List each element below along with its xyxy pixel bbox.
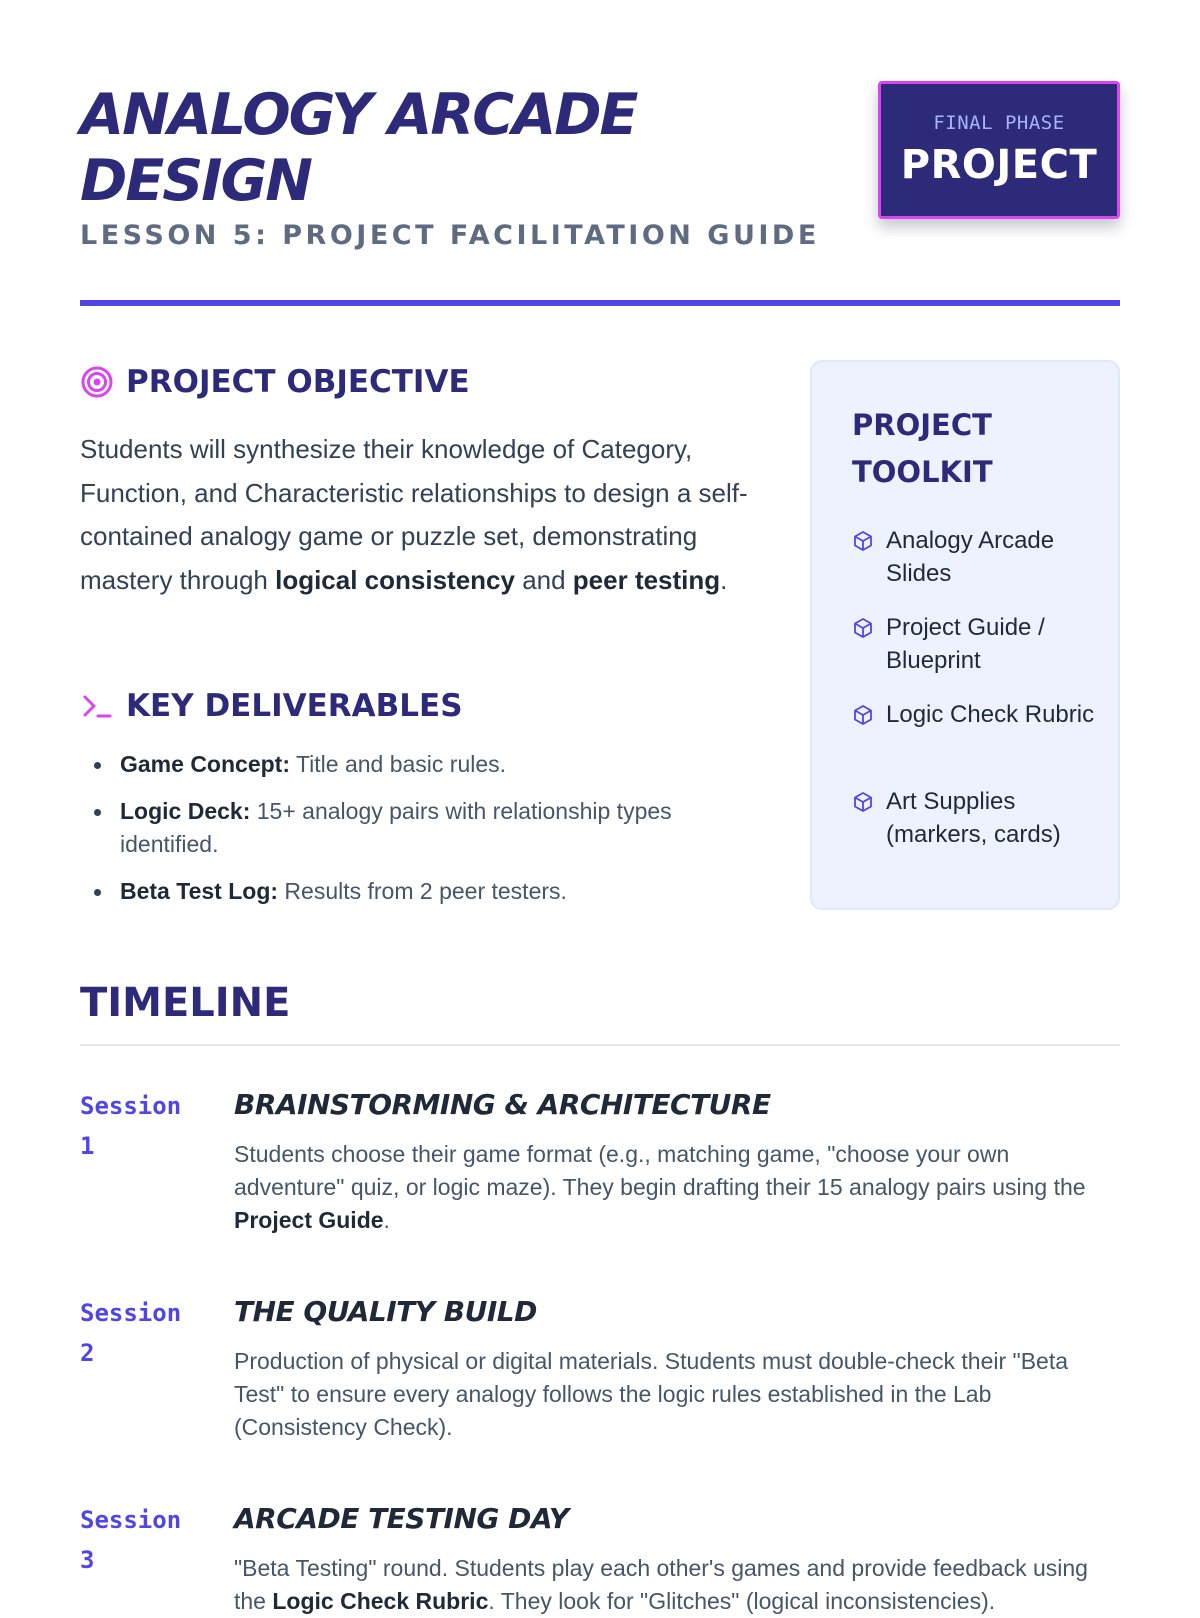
cube-icon bbox=[852, 528, 874, 550]
deliverables-heading-label: KEY DELIVERABLES bbox=[126, 688, 463, 724]
toolkit-item-label: Art Supplies (markers, cards) bbox=[886, 788, 1061, 848]
toolkit-heading: PROJECT TOOLKIT bbox=[852, 408, 993, 489]
session-description: Production of physical or digital materials. Students must double-check their "Beta Test" to ensure every analogy follows the logic rules established in the Lab (Consistency Check). bbox=[234, 1348, 1069, 1440]
list-item bbox=[80, 748, 760, 781]
objective-text-end: . bbox=[720, 564, 728, 595]
session-desc-end: . bbox=[383, 1207, 390, 1233]
toolkit-item bbox=[852, 785, 1102, 851]
deliverables-heading bbox=[80, 688, 463, 724]
objective-bold-peer-testing: peer testing bbox=[572, 564, 721, 595]
header-divider bbox=[80, 300, 1120, 306]
session-label: Session 2 bbox=[80, 1299, 182, 1367]
session-desc-bold: Logic Check Rubric bbox=[272, 1588, 489, 1614]
session-title: BRAINSTORMING & ARCHITECTURE bbox=[234, 1088, 771, 1121]
cube-icon bbox=[852, 702, 874, 724]
session-label: Session 1 bbox=[80, 1092, 182, 1160]
deliverable-text: Title and basic rules. bbox=[289, 751, 507, 777]
deliverable-text: Results from 2 peer testers. bbox=[278, 878, 567, 904]
session-desc-end: . They look for "Glitches" (logical inconsistencies). bbox=[488, 1588, 996, 1614]
list-item bbox=[80, 795, 760, 861]
session-description bbox=[234, 1552, 1114, 1618]
timeline-divider bbox=[80, 1044, 1120, 1046]
toolkit-panel bbox=[810, 360, 1120, 910]
cube-icon bbox=[852, 615, 874, 637]
list-item bbox=[80, 875, 760, 908]
session-desc-intro: "Beta Testing" round. Students play each other's games and provide feedback using the bbox=[234, 1555, 1088, 1614]
terminal-icon bbox=[80, 689, 114, 723]
toolkit-item bbox=[852, 524, 1102, 590]
cube-icon bbox=[852, 789, 874, 811]
session-title: ARCADE TESTING DAY bbox=[234, 1502, 569, 1535]
badge-kicker: FINAL PHASE bbox=[933, 112, 1065, 134]
deliverable-label: Game Concept: bbox=[120, 751, 290, 777]
page-subtitle: LESSON 5: PROJECT FACILITATION GUIDE bbox=[80, 220, 820, 251]
page-title: ANALOGY ARCADE DESIGN bbox=[80, 82, 637, 214]
deliverable-text: 15+ analogy pairs with relationship types identified. bbox=[120, 798, 672, 857]
target-icon bbox=[80, 365, 114, 399]
objective-heading-label: PROJECT OBJECTIVE bbox=[126, 364, 470, 400]
badge-label: PROJECT bbox=[900, 142, 1098, 188]
toolkit-item-label: Logic Check Rubric bbox=[886, 701, 1095, 728]
deliverable-label: Logic Deck: bbox=[120, 798, 251, 824]
session-title: THE QUALITY BUILD bbox=[234, 1295, 537, 1328]
objective-text bbox=[80, 428, 760, 602]
objective-text-and: and bbox=[514, 564, 573, 595]
session-label: Session 3 bbox=[80, 1506, 182, 1574]
timeline-heading: TIMELINE bbox=[80, 980, 291, 1026]
deliverables-list bbox=[80, 748, 760, 922]
phase-badge bbox=[878, 81, 1120, 219]
objective-text-intro: Students will synthesize their knowledge of Category, Function, and Characteristic relationships to design a self-contained analogy game or puzzle set, demonstrating mastery through bbox=[80, 434, 748, 595]
toolkit-item-label: Project Guide / Blueprint bbox=[886, 614, 1045, 674]
objective-bold-logical-consistency: logical consistency bbox=[275, 564, 515, 595]
toolkit-item-label: Analogy Arcade Slides bbox=[886, 527, 1055, 587]
session-desc-intro: Students choose their game format (e.g., matching game, "choose your own adventure" quiz, or logic maze). They begin drafting their 15 analogy pairs using the bbox=[234, 1141, 1086, 1200]
deliverable-label: Beta Test Log: bbox=[120, 878, 279, 904]
objective-heading bbox=[80, 364, 470, 400]
toolkit-item bbox=[852, 698, 1102, 731]
session-description bbox=[234, 1138, 1114, 1237]
session-desc-bold: Project Guide bbox=[234, 1207, 384, 1233]
toolkit-item bbox=[852, 611, 1102, 677]
